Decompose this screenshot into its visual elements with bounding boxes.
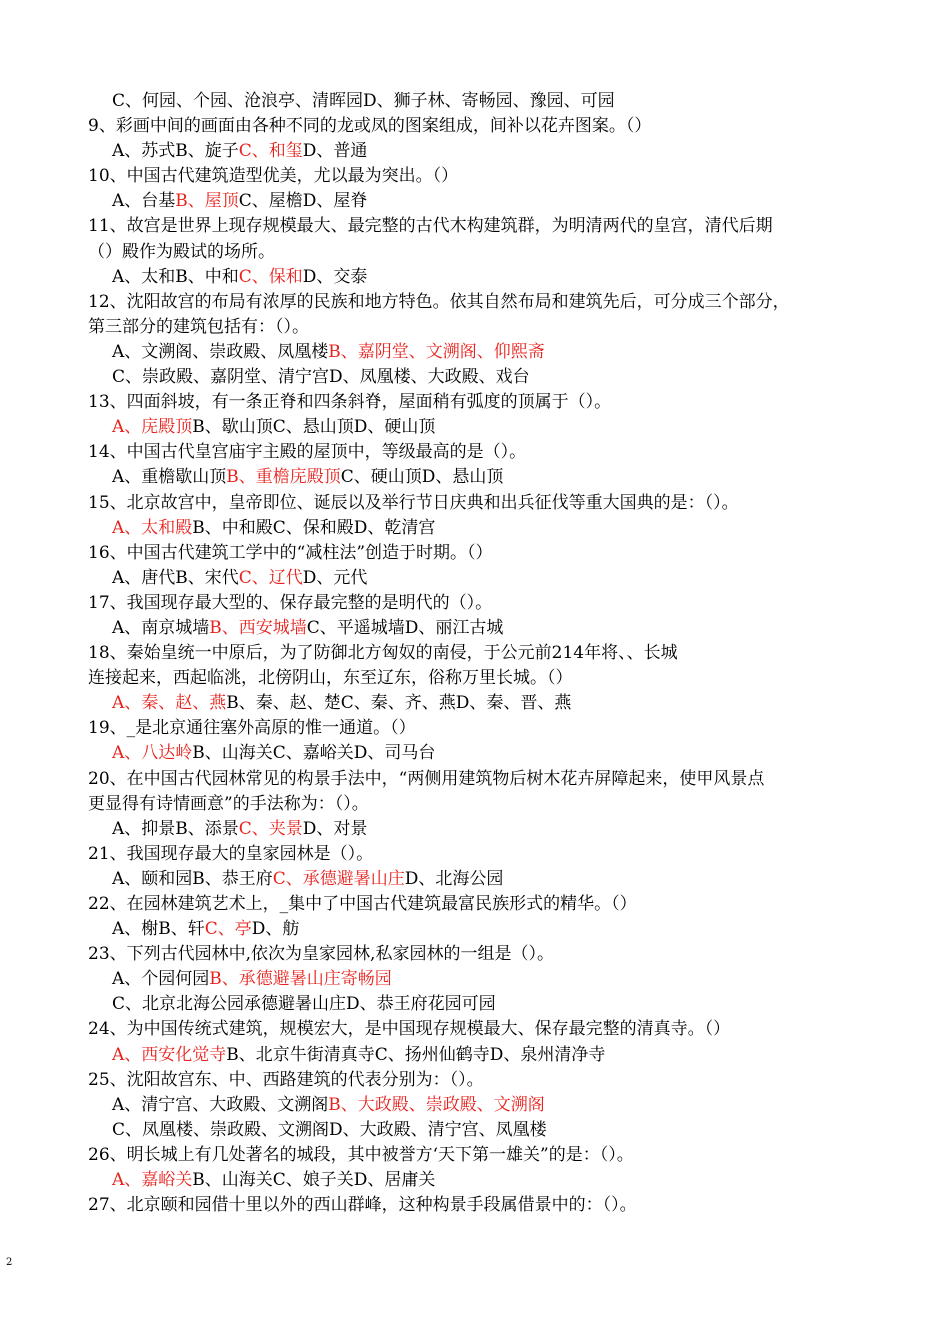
answer-text: A、庑殿顶 [112, 417, 193, 438]
options-line [0, 415, 950, 440]
text-segment: C、屋檐D、屋脊 [238, 191, 368, 212]
text-segment: A、台基 [112, 191, 176, 212]
document-body [0, 89, 950, 1218]
options-line [0, 189, 950, 214]
text-segment: A、个园何园 [112, 969, 210, 990]
text-segment: 18、秦始皇统一中原后，为了防御北方匈奴的南侵，于公元前214年将、、长城 [88, 643, 678, 664]
options-line [0, 616, 950, 641]
question-continuation [0, 792, 950, 817]
answer-text: B、重檐庑殿顶 [226, 467, 341, 488]
options-line [0, 139, 950, 164]
answer-text: C、保和 [238, 266, 303, 287]
text-segment: A、南京城墙 [112, 617, 210, 638]
question-line [0, 892, 950, 917]
question-continuation [0, 315, 950, 340]
text-segment: 25、沈阳故宫东、中、西路建筑的代表分别为：（）。 [88, 1069, 484, 1090]
options-line [0, 1043, 950, 1068]
text-segment: C、平遥城墙D、丽江古城 [306, 617, 504, 638]
text-segment: 17、我国现存最大型的、保存最完整的是明代的（）。 [88, 592, 493, 613]
options-line [0, 265, 950, 290]
options-line [0, 340, 950, 365]
text-segment: C、硬山顶D、悬山顶 [340, 467, 504, 488]
options-line [0, 817, 950, 842]
text-segment: 9、彩画中间的画面由各种不同的龙或凤的图案组成，间补以花卉图案。（） [88, 116, 652, 137]
answer-text: C、夹景 [238, 818, 303, 839]
text-segment: 10、中国古代建筑造型优美，尤以最为突出。（） [88, 166, 459, 187]
text-segment: 19、_是北京通往塞外高原的惟一通道。（） [88, 718, 416, 739]
options-line [0, 967, 950, 992]
text-segment: A、榭B、轩 [112, 919, 205, 940]
text-segment: C、凤凰楼、崇政殿、文溯阁D、大政殿、清宁宫、凤凰楼 [112, 1119, 547, 1140]
answer-text: A、八达岭 [112, 743, 193, 764]
answer-text: B、大政殿、崇政殿、文溯阁 [328, 1094, 545, 1115]
text-segment: B、山海关C、嘉峪关D、司马台 [192, 743, 436, 764]
text-segment: 21、我国现存最大的皇家园林是（）。 [88, 843, 374, 864]
question-line [0, 1017, 950, 1042]
question-line [0, 1068, 950, 1093]
answer-text: C、亭 [204, 919, 252, 940]
question-line [0, 290, 950, 315]
question-line [0, 942, 950, 967]
question-line [0, 214, 950, 239]
text-segment: C、何园、个园、沧浪亭、清晖园D、狮子林、寄畅园、豫园、可园 [112, 91, 615, 111]
text-segment: 12、沈阳故宫的布局有浓厚的民族和地方特色。依其自然布局和建筑先后，可分成三个部分， [88, 291, 790, 312]
text-segment: B、秦、赵、楚C、秦、齐、燕D、秦、晋、燕 [226, 693, 572, 714]
text-segment: D、元代 [302, 567, 368, 588]
question-line [0, 842, 950, 867]
answer-text: B、承德避暑山庄寄畅园 [209, 969, 392, 990]
text-segment: B、歇山顶C、悬山顶D、硬山顶 [192, 417, 436, 438]
text-segment: D、北海公园 [404, 868, 504, 889]
text-segment: 20、在中国古代园林常见的构景手法中，“两侧用建筑物后树木花卉屏障起来，使甲风景点 [88, 768, 765, 789]
question-line [0, 541, 950, 566]
question-line [0, 641, 950, 666]
question-line [0, 1143, 950, 1168]
question-line [0, 591, 950, 616]
answer-text: A、嘉峪关 [112, 1170, 193, 1191]
text-segment: A、抑景B、添景 [112, 818, 239, 839]
question-line [0, 114, 950, 139]
text-segment: A、重檐歇山顶 [112, 467, 227, 488]
text-segment: C、崇政殿、嘉阴堂、清宁宫D、凤凰楼、大政殿、戏台 [112, 367, 530, 388]
options-line [0, 566, 950, 591]
text-segment: B、山海关C、娘子关D、居庸关 [192, 1170, 436, 1191]
text-segment: 26、明长城上有几处著名的城段，其中被誉方‘天下第一雄关”的是：（）。 [88, 1144, 634, 1165]
text-segment: 15、北京故宫中，皇帝即位、诞辰以及举行节日庆典和出兵征伐等重大国典的是：（）。 [88, 492, 739, 513]
text-segment: A、颐和园B、恭王府 [112, 868, 273, 889]
options-line [0, 917, 950, 942]
answer-text: A、秦、赵、燕 [112, 693, 227, 714]
text-segment: B、北京牛街清真寺C、扬州仙鹤寺D、泉州清净寺 [226, 1044, 606, 1065]
text-segment: 第三部分的建筑包括有：（）。 [88, 316, 309, 337]
text-segment: B、中和殿C、保和殿D、乾清宫 [192, 517, 436, 538]
text-segment: A、太和B、中和 [112, 266, 239, 287]
question-continuation [0, 240, 950, 265]
options-line [0, 1168, 950, 1193]
text-segment: 11、故宫是世界上现存规模最大、最完整的古代木构建筑群，为明清两代的皇宫，清代后期 [88, 216, 773, 237]
question-line [0, 767, 950, 792]
question-line [0, 390, 950, 415]
answer-text: A、西安化觉寺 [112, 1044, 227, 1065]
text-segment: D、普通 [302, 141, 368, 162]
question-line [0, 1193, 950, 1218]
options-line [0, 1118, 950, 1143]
options-line [0, 89, 950, 114]
answer-text: C、和玺 [238, 141, 303, 162]
text-segment: 16、中国古代建筑工学中的“减柱法”创造于时期。（） [88, 542, 493, 563]
question-line [0, 491, 950, 516]
text-segment: 22、在园林建筑艺术上，_集中了中国古代建筑最富民族形式的精华。（） [88, 894, 637, 914]
text-segment: （）殿作为殿试的场所。 [88, 241, 275, 262]
text-segment: A、唐代B、宋代 [112, 567, 239, 588]
text-segment: 24、为中国传统式建筑，规模宏大，是中国现存规模最大、保存最完整的清真寺。（） [88, 1019, 731, 1040]
text-segment: 23、下列古代园林中,依次为皇家园林,私家园林的一组是（）。 [88, 944, 554, 965]
options-line [0, 867, 950, 892]
text-segment: 13、四面斜坡，有一条正脊和四条斜脊，屋面稍有弧度的顶属于（）。 [88, 392, 612, 413]
options-line [0, 1093, 950, 1118]
answer-text: B、嘉阴堂、文溯阁、仰熙斋 [328, 341, 545, 362]
options-line [0, 691, 950, 716]
text-segment: C、北京北海公园承德避暑山庄D、恭王府花园可园 [112, 994, 496, 1015]
answer-text: B、西安城墙 [209, 617, 307, 638]
question-line [0, 716, 950, 741]
text-segment: 14、中国古代皇宫庙宇主殿的屋顶中，等级最高的是（）。 [88, 442, 527, 463]
text-segment: D、交泰 [302, 266, 368, 287]
options-line [0, 516, 950, 541]
page-number: 2 [6, 1257, 13, 1268]
options-line [0, 992, 950, 1017]
question-line [0, 164, 950, 189]
answer-text: A、太和殿 [112, 517, 193, 538]
text-segment: A、苏式B、旋子 [112, 141, 239, 162]
answer-text: C、承德避暑山庄 [272, 868, 405, 889]
text-segment: D、舫 [251, 919, 300, 940]
options-line [0, 365, 950, 390]
text-segment: 更显得有诗情画意”的手法称为：（）。 [88, 793, 369, 814]
answer-text: B、屋顶 [175, 191, 239, 212]
options-line [0, 465, 950, 490]
text-segment: D、对景 [302, 818, 368, 839]
question-continuation [0, 666, 950, 691]
answer-text: C、辽代 [238, 567, 303, 588]
text-segment: A、清宁宫、大政殿、文溯阁 [112, 1094, 329, 1115]
question-line [0, 440, 950, 465]
text-segment: 27、北京颐和园借十里以外的西山群峰，这种构景手段属借景中的：（）。 [88, 1195, 637, 1216]
text-segment: 连接起来，西起临洮，北傍阴山，东至辽东，俗称万里长城。（） [88, 668, 573, 689]
text-segment: A、文溯阁、崇政殿、凤凰楼 [112, 341, 329, 362]
options-line [0, 741, 950, 766]
